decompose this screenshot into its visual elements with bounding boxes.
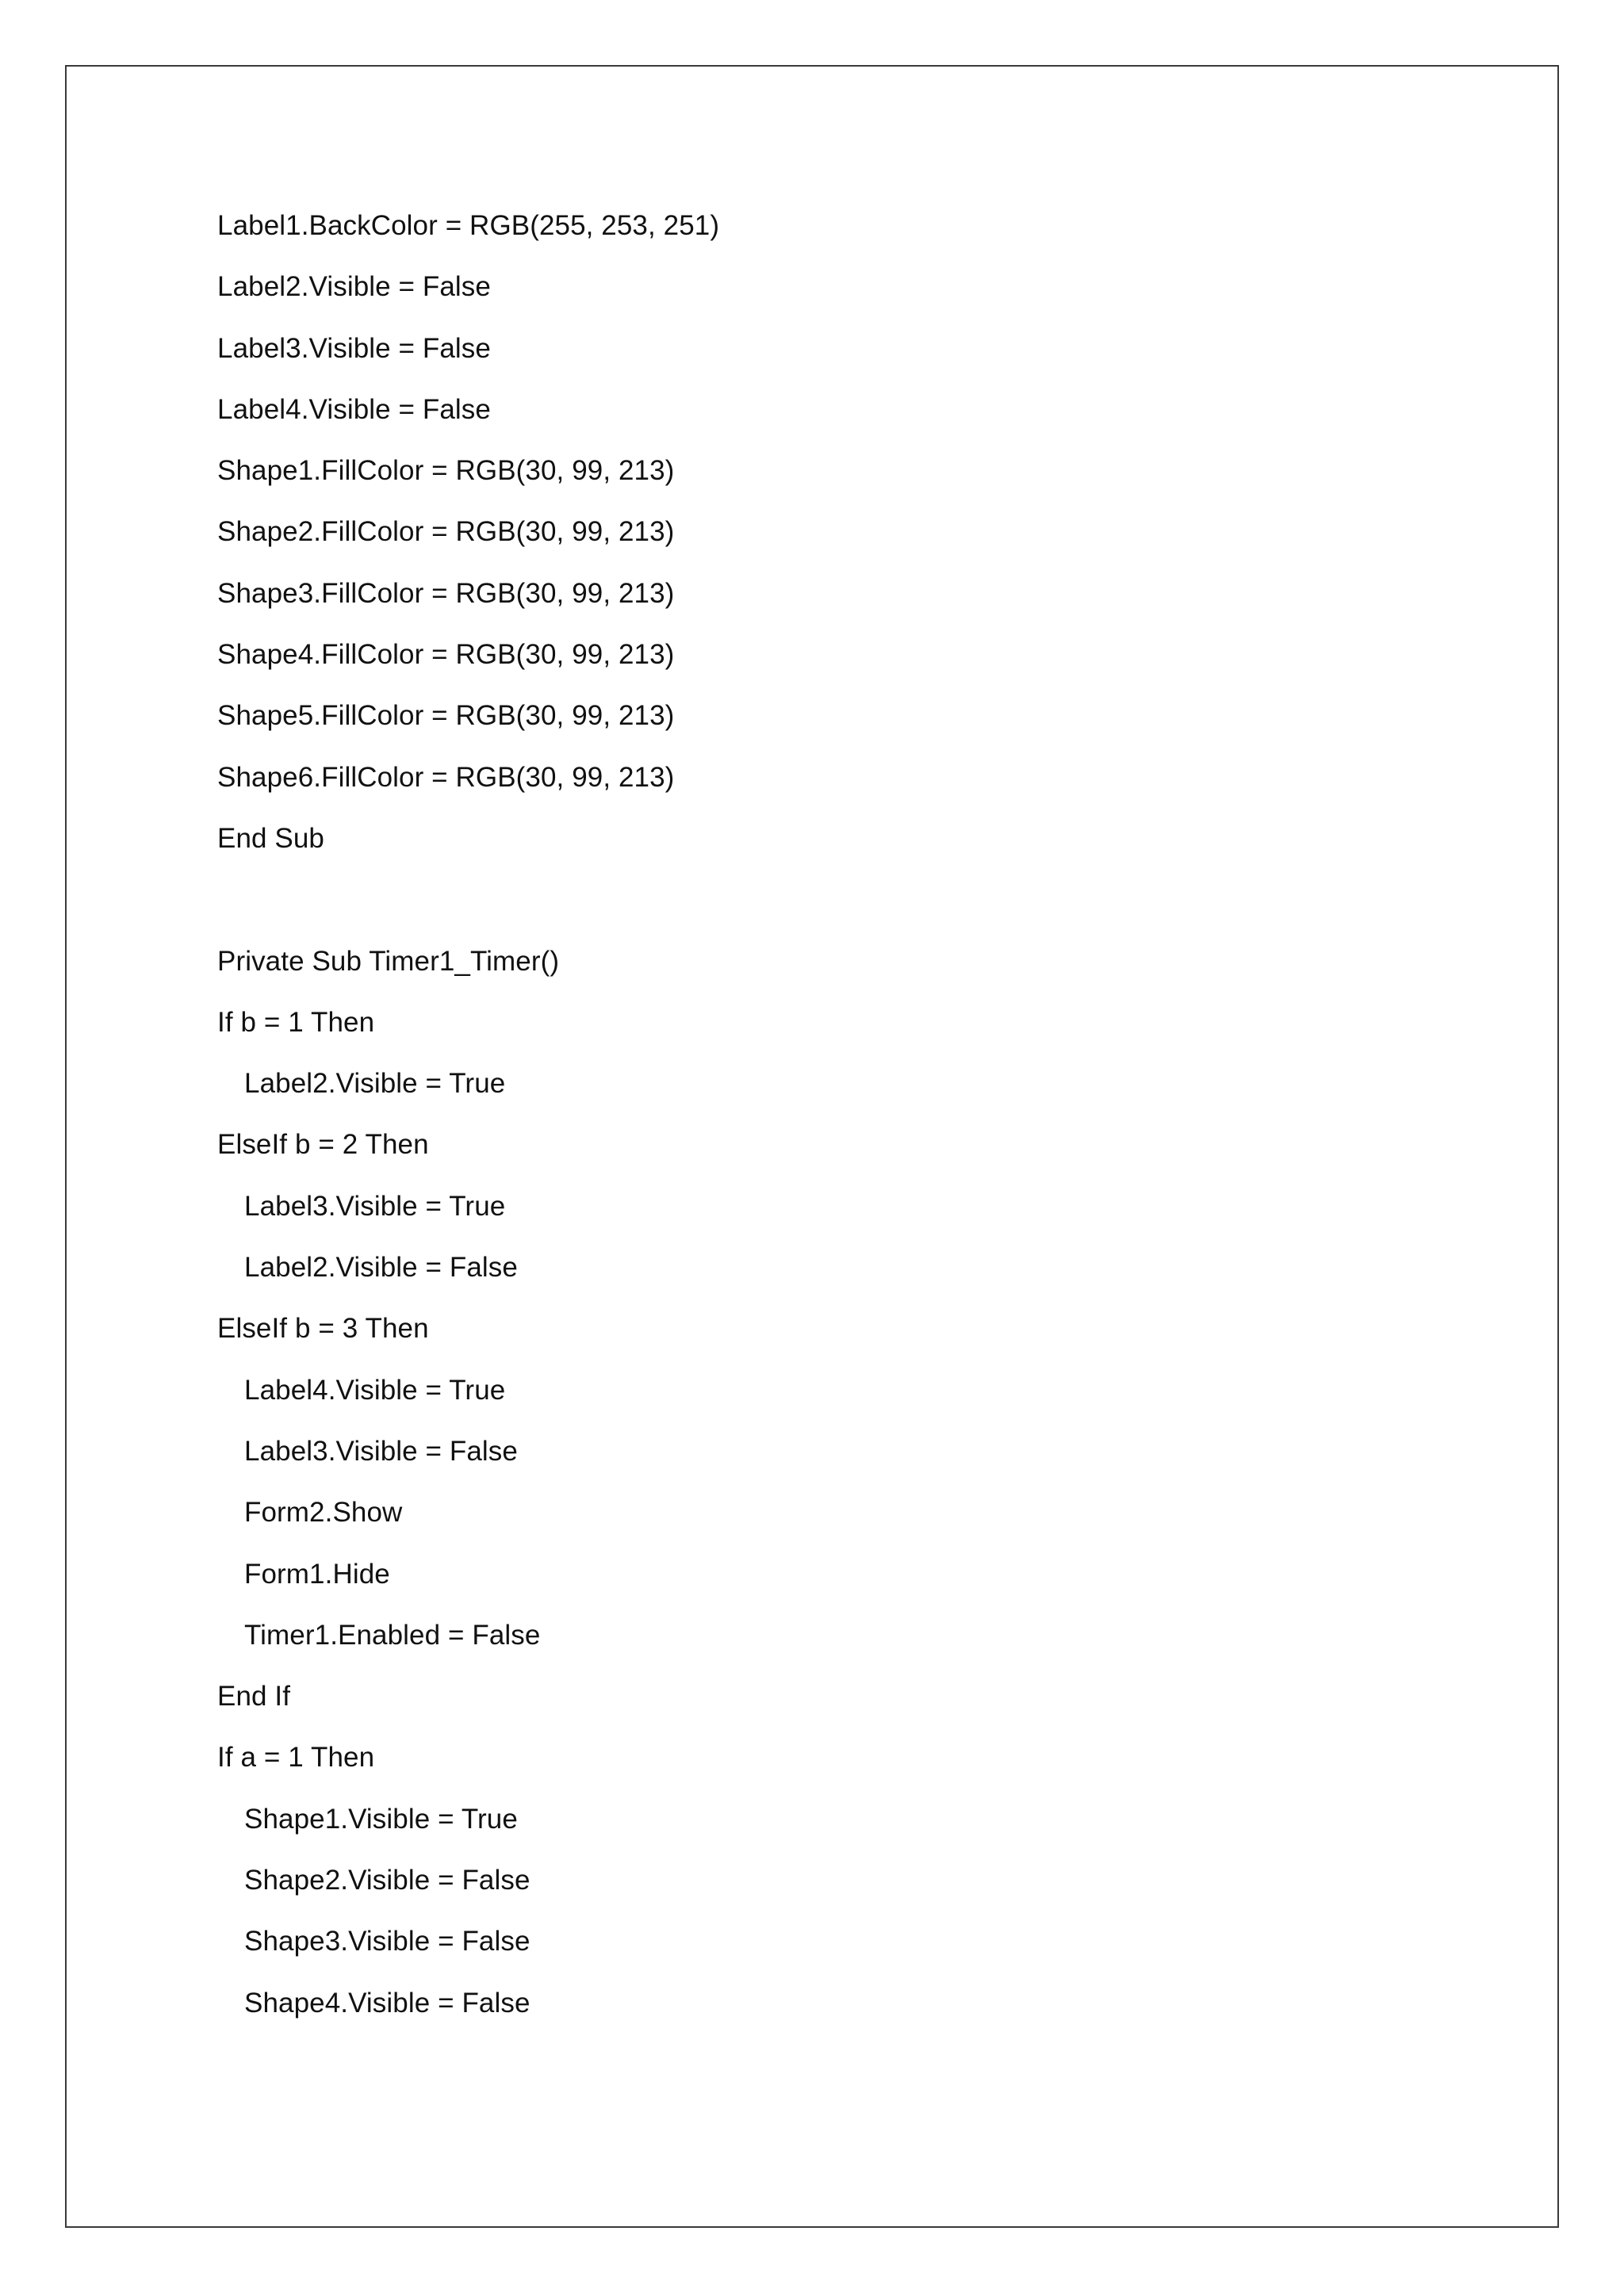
code-line: Label3.Visible = False xyxy=(244,1435,518,1467)
code-line: Shape4.FillColor = RGB(30, 99, 213) xyxy=(217,639,675,671)
code-line: ElseIf b = 3 Then xyxy=(217,1313,429,1345)
code-line: Shape1.FillColor = RGB(30, 99, 213) xyxy=(217,455,675,487)
code-line: Shape3.FillColor = RGB(30, 99, 213) xyxy=(217,577,675,609)
code-line: If b = 1 Then xyxy=(217,1006,375,1038)
code-line: Shape6.FillColor = RGB(30, 99, 213) xyxy=(217,761,675,793)
code-line: Shape1.Visible = True xyxy=(244,1803,518,1835)
code-line: Shape5.FillColor = RGB(30, 99, 213) xyxy=(217,700,675,732)
code-line: Label3.Visible = False xyxy=(217,332,491,364)
code-listing xyxy=(217,203,1486,2042)
code-line: Label3.Visible = True xyxy=(244,1190,506,1222)
code-line: Label2.Visible = True xyxy=(244,1068,506,1100)
code-line: Label2.Visible = False xyxy=(217,271,491,303)
blank-line xyxy=(217,877,1486,938)
code-line: End Sub xyxy=(217,822,324,854)
code-line: Label4.Visible = True xyxy=(244,1374,506,1406)
code-line: Private Sub Timer1_Timer() xyxy=(217,945,560,977)
code-line: Shape4.Visible = False xyxy=(244,1987,530,2019)
code-line: Label1.BackColor = RGB(255, 253, 251) xyxy=(217,210,720,241)
code-line: Form1.Hide xyxy=(244,1558,390,1590)
code-line: Form2.Show xyxy=(244,1497,403,1529)
code-line: Shape2.Visible = False xyxy=(244,1865,530,1896)
code-line: Label4.Visible = False xyxy=(217,393,491,425)
code-line: ElseIf b = 2 Then xyxy=(217,1129,429,1161)
code-line: Timer1.Enabled = False xyxy=(244,1619,541,1651)
code-line: End If xyxy=(217,1681,291,1712)
code-line: Shape3.Visible = False xyxy=(244,1926,530,1957)
code-line: Shape2.FillColor = RGB(30, 99, 213) xyxy=(217,516,675,548)
code-line: Label2.Visible = False xyxy=(244,1252,518,1284)
code-line: If a = 1 Then xyxy=(217,1742,375,1774)
